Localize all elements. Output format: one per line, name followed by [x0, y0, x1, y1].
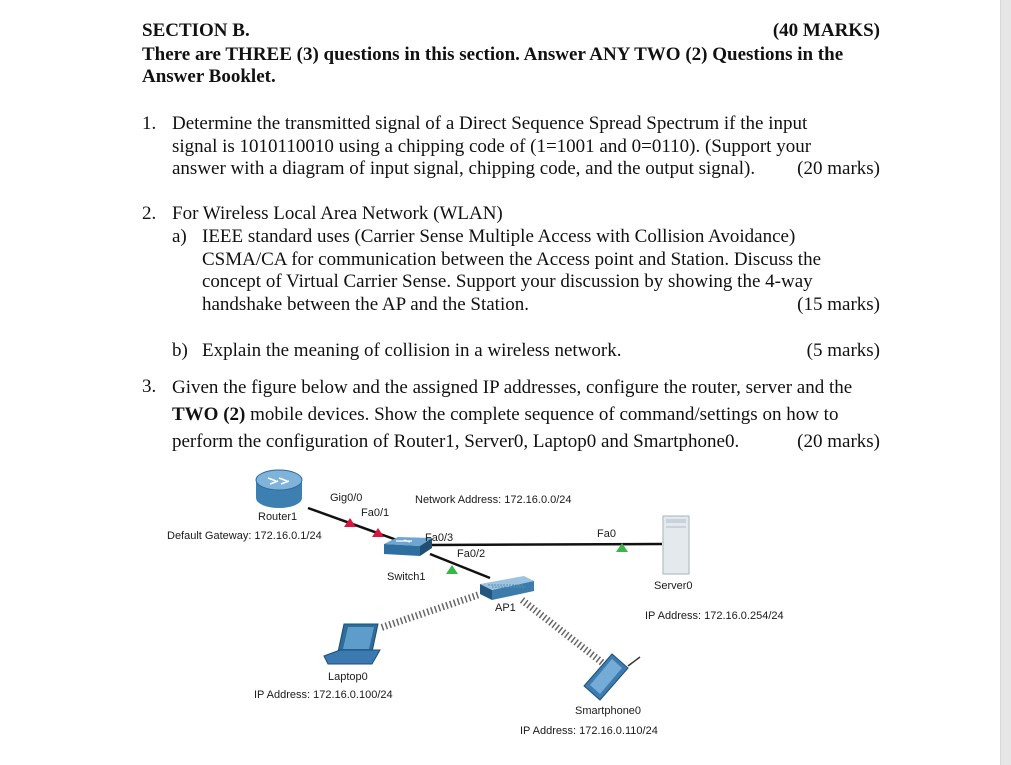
question-2a-line-3: concept of Virtual Carrier Sense. Support your discussion by showing the 4-way: [202, 271, 813, 292]
question-3-number: 3.: [142, 376, 157, 397]
router-port-label: Gig0/0: [330, 492, 363, 504]
question-3-line-1: Given the figure below and the assigned IP addresses, configure the router, server and the: [172, 377, 853, 398]
question-2b-text: Explain the meaning of collision in a wireless network.: [202, 340, 622, 361]
router-gateway: Default Gateway: 172.16.0.1/24: [167, 530, 322, 542]
question-1-line-2: signal is 1010110010 using a chipping code of (1=1001 and 0=0110). (Support your: [172, 135, 812, 157]
network-address: Network Address: 172.16.0.0/24: [415, 494, 572, 506]
instructions-line-2: Answer Booklet.: [142, 66, 276, 87]
page-edge: [1000, 0, 1011, 765]
switch-port-router-label: Fa0/1: [361, 507, 390, 519]
question-3-line-2-rest: mobile devices. Show the complete sequence of command/settings on how to: [245, 404, 839, 425]
question-2-number: 2.: [142, 203, 157, 224]
question-2-stem: For Wireless Local Area Network (WLAN): [172, 203, 503, 224]
server-name: Server0: [654, 580, 693, 592]
wireless-link-smartphone: [522, 600, 604, 664]
question-3-bold-two: TWO (2): [172, 404, 246, 425]
smartphone-name: Smartphone0: [575, 705, 642, 717]
server-ip: IP Address: 172.16.0.254/24: [645, 610, 784, 622]
smartphone-ip: IP Address: 172.16.0.110/24: [520, 725, 658, 737]
question-2a-letter: a): [172, 226, 187, 247]
question-2b-letter: b): [172, 340, 188, 361]
question-2a-line-4: handshake between the AP and the Station.: [202, 293, 529, 315]
question-2a-marks: (15 marks): [797, 293, 880, 315]
cable-switch-server: [432, 544, 662, 545]
section-title: SECTION B.: [142, 20, 250, 41]
question-1-number: 1.: [142, 113, 157, 134]
question-3-line-3: perform the configuration of Router1, Server0, Laptop0 and Smartphone0.: [172, 431, 740, 452]
server-port-label: Fa0: [597, 528, 616, 540]
smartphone-icon: [584, 654, 640, 700]
question-2a-line-1: IEEE standard uses (Carrier Sense Multiple Access with Collision Avoidance): [202, 226, 796, 247]
instructions-line-1: There are THREE (3) questions in this section. Answer ANY TWO (2) Questions in the: [142, 44, 844, 65]
access-point-icon: [480, 576, 534, 600]
question-2a-line-2: CSMA/CA for communication between the Access point and Station. Discuss the: [202, 248, 822, 270]
question-2b-marks: (5 marks): [806, 340, 880, 361]
switch-port-server-label: Fa0/2: [457, 548, 486, 560]
router-name: Router1: [258, 511, 298, 523]
laptop-icon: [324, 624, 380, 664]
wireless-link-laptop: [380, 595, 478, 628]
laptop-ip: IP Address: 172.16.0.100/24: [254, 689, 393, 701]
question-1-line-3: answer with a diagram of input signal, chipping code, and the output signal).: [172, 158, 756, 179]
cable-router-switch: [308, 508, 408, 544]
section-marks: (40 MARKS): [772, 20, 880, 41]
switch-port-ap-label: Fa0/3: [425, 532, 454, 544]
question-3-marks: (20 marks): [797, 431, 880, 452]
switch-name: Switch1: [387, 571, 426, 583]
server-icon: [663, 516, 689, 574]
router-icon: [256, 470, 302, 508]
laptop-name: Laptop0: [328, 671, 368, 683]
ap-name: AP1: [495, 602, 516, 614]
link-light-switch-fa02: [446, 565, 458, 574]
question-1-line-1: Determine the transmitted signal of a Direct Sequence Spread Spectrum if the input: [172, 113, 808, 134]
question-1-marks: (20 marks): [797, 158, 880, 179]
